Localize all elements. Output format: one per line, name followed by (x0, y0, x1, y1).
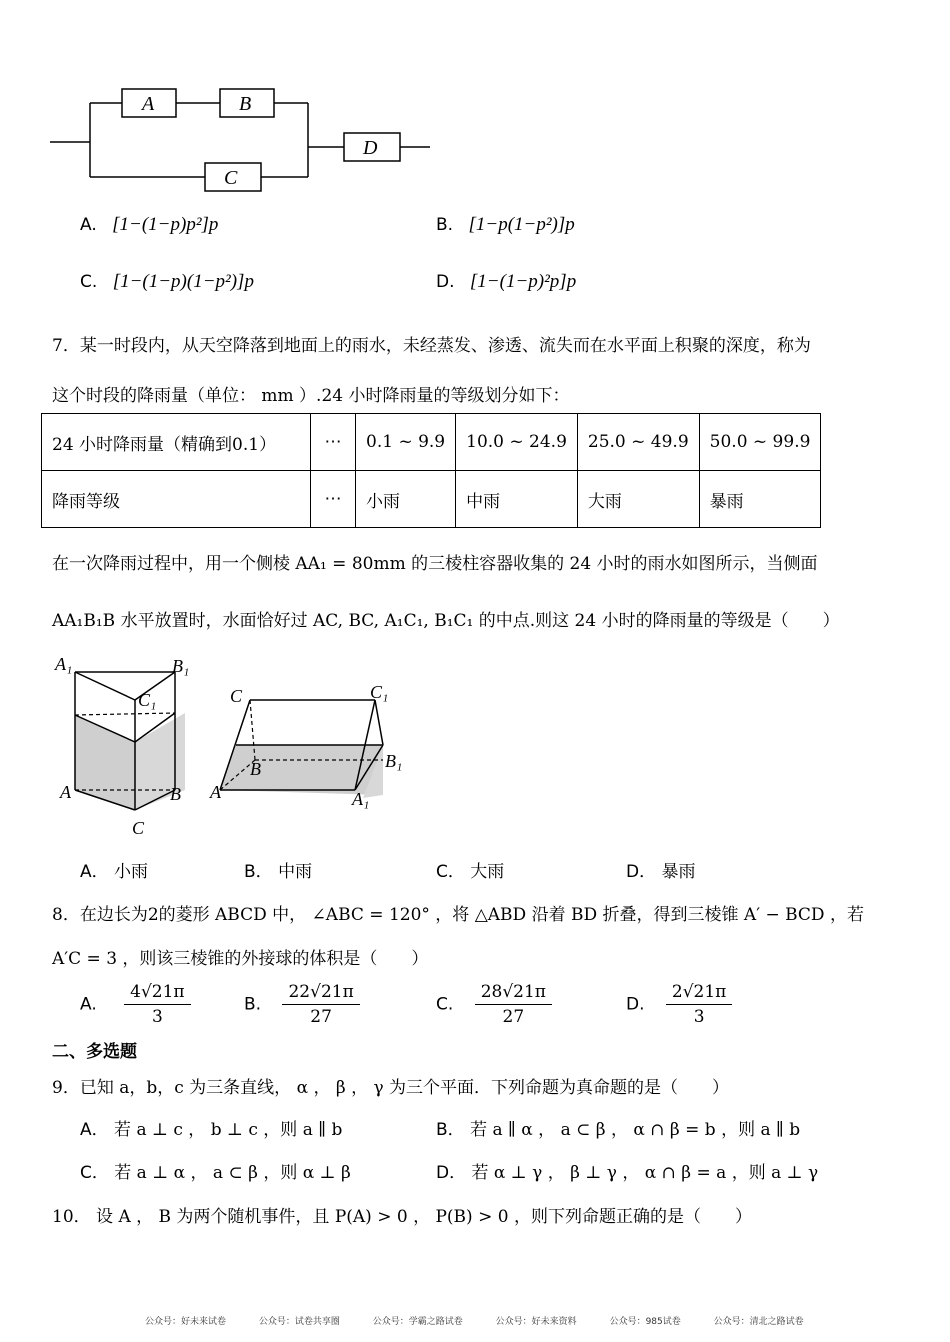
option-text: 若 a ⊥ α ， a ⊂ β ，则 α ⊥ β (114, 1163, 351, 1183)
option-letter: A． (80, 1120, 109, 1140)
option-letter: C. (436, 994, 454, 1015)
denominator: 27 (310, 1007, 332, 1027)
option-letter: C． (436, 862, 465, 882)
table-cell: 中雨 (456, 471, 578, 528)
option-expr: [1−p(1−p²)]p (468, 214, 575, 235)
q9-stem: 9．已知 a，b，c 为三条直线， α ， β ， γ 为三个平面．下列命题为真命题的是（ ） (52, 1078, 730, 1098)
fraction (124, 982, 190, 1027)
numerator: 22√21π (282, 982, 359, 1005)
q8-line2: A′C = 3 ，则该三棱锥的外接球的体积是（ ） (52, 949, 429, 969)
q9-option-c[interactable] (80, 1158, 351, 1183)
table-cell: 0.1 ~ 9.9 (356, 414, 456, 471)
fraction (282, 982, 359, 1027)
numerator: 4√21π (124, 982, 190, 1005)
table-cell: 小雨 (356, 471, 456, 528)
footer-item: 公众号：清北之路试卷 (713, 1317, 804, 1327)
fig-label-c1: C₁ (138, 690, 157, 710)
table-cell: ⋯ (311, 414, 356, 471)
q8-option-a[interactable] (80, 982, 191, 1027)
prism-figure (50, 650, 420, 845)
table-cell: 24 小时降雨量（精确到0.1） (42, 414, 311, 471)
q7-option-b[interactable] (244, 857, 312, 882)
numerator: 28√21π (475, 982, 552, 1005)
option-letter: D. (436, 272, 455, 292)
option-letter: A. (80, 215, 97, 235)
option-letter: B. (244, 994, 262, 1015)
footer-item: 公众号：985试卷 (609, 1317, 681, 1327)
circuit-label-c: C (224, 167, 238, 189)
circuit-label-b: B (239, 93, 252, 115)
q9-option-b[interactable] (436, 1115, 800, 1140)
section-heading: 二、多选题 (52, 1042, 137, 1062)
q9-option-d[interactable] (436, 1158, 818, 1183)
q8-option-c[interactable] (436, 982, 552, 1027)
option-letter: D． (436, 1163, 467, 1183)
q9-option-a[interactable] (80, 1115, 342, 1140)
q8-option-b[interactable] (244, 982, 360, 1027)
option-text: 中雨 (278, 862, 313, 882)
fig-label-a: A (60, 782, 71, 802)
q7-line2: 这个时段的降雨量（单位： mm ）.24 小时降雨量的等级划分如下： (52, 386, 570, 406)
q7-option-c[interactable] (436, 857, 504, 882)
q6-option-b[interactable] (436, 214, 575, 236)
table-cell: 降雨等级 (42, 471, 311, 528)
circuit-label-a: A (142, 93, 155, 115)
fig-label-b1: B₁ (172, 656, 190, 676)
footer-item: 公众号：试卷共享圈 (258, 1317, 340, 1327)
denominator: 3 (693, 1007, 705, 1027)
rainfall-table (41, 413, 821, 528)
q6-option-a[interactable] (80, 214, 218, 236)
option-letter: D． (626, 862, 657, 882)
table-cell: 10.0 ~ 24.9 (456, 414, 578, 471)
q7-line3: 在一次降雨过程中，用一个侧棱 AA₁ = 80mm 的三棱柱容器收集的 24 小时的雨水如图所示，当侧面 (52, 554, 818, 574)
option-text: 若 α ⊥ γ ， β ⊥ γ ， α ∩ β = a ，则 a ⊥ γ (471, 1163, 819, 1183)
footer (145, 1314, 834, 1327)
option-letter: B． (436, 1120, 465, 1140)
fig-label-a1: A₁ (55, 654, 73, 674)
option-expr: [1−(1−p)²p]p (469, 271, 577, 292)
option-letter: D. (626, 994, 645, 1015)
table-row (42, 414, 821, 471)
q8-line1: 8．在边长为2的菱形 ABCD 中， ∠ABC = 120° ，将 △ABD 沿着 BD 折叠，得到三棱锥 A′ − BCD ，若 (52, 905, 864, 925)
fig2-label-b: B (250, 759, 261, 779)
option-expr: [1−(1−p)p²]p (112, 214, 219, 235)
option-text: 若 a ∥ α ， a ⊂ β ， α ∩ β = b ，则 a ∥ b (470, 1120, 801, 1140)
option-text: 小雨 (114, 862, 149, 882)
option-letter: B. (436, 215, 454, 235)
option-text: 若 a ⊥ c ， b ⊥ c ，则 a ∥ b (114, 1120, 343, 1140)
table-cell: 大雨 (577, 471, 699, 528)
fraction (475, 982, 552, 1027)
q8-option-d[interactable] (626, 982, 732, 1027)
option-letter: A. (80, 994, 97, 1015)
fig2-label-a1: A₁ (352, 789, 370, 809)
footer-item: 公众号：好未来资料 (495, 1317, 577, 1327)
table-cell: 暴雨 (699, 471, 821, 528)
table-row (42, 471, 821, 528)
option-text: 大雨 (470, 862, 505, 882)
circuit-diagram (50, 85, 440, 195)
table-cell: 25.0 ~ 49.9 (577, 414, 699, 471)
footer-item: 公众号：学霸之路试卷 (372, 1317, 463, 1327)
option-letter: C． (80, 1163, 109, 1183)
q7-option-a[interactable] (80, 857, 148, 882)
option-letter: A． (80, 862, 109, 882)
q6-option-d[interactable] (436, 271, 576, 293)
q6-option-c[interactable] (80, 271, 254, 293)
option-letter: B． (244, 862, 273, 882)
fig2-label-c1: C₁ (370, 682, 389, 702)
q7-line1: 7．某一时段内，从天空降落到地面上的雨水，未经蒸发、渗透、流失而在水平面上积聚的深度，称为 (52, 336, 811, 356)
q10-stem: 10． 设 A ， B 为两个随机事件，且 P(A) > 0 ， P(B) > 0 ，则下列命题正确的是（ ） (52, 1207, 752, 1227)
denominator: 27 (502, 1007, 525, 1027)
fig-label-b: B (170, 784, 181, 804)
fraction (666, 982, 732, 1027)
fig2-label-b1: B₁ (385, 751, 403, 771)
fig-label-c: C (132, 818, 145, 838)
circuit-label-d: D (363, 137, 378, 159)
q7-option-d[interactable] (626, 857, 696, 882)
numerator: 2√21π (666, 982, 732, 1005)
table-cell: ⋯ (311, 471, 356, 528)
denominator: 3 (151, 1007, 163, 1027)
option-letter: C. (80, 272, 98, 292)
fig2-label-a: A (210, 782, 221, 802)
option-expr: [1−(1−p)(1−p²)]p (112, 271, 254, 292)
footer-item: 公众号：好未来试卷 (145, 1317, 227, 1327)
option-text: 暴雨 (661, 862, 696, 882)
fig2-label-c: C (230, 686, 243, 706)
q7-line4: AA₁B₁B 水平放置时，水面恰好过 AC, BC, A₁C₁, B₁C₁ 的中点.则这 24 小时的降雨量的等级是（ ） (52, 611, 840, 631)
table-cell: 50.0 ~ 99.9 (699, 414, 821, 471)
